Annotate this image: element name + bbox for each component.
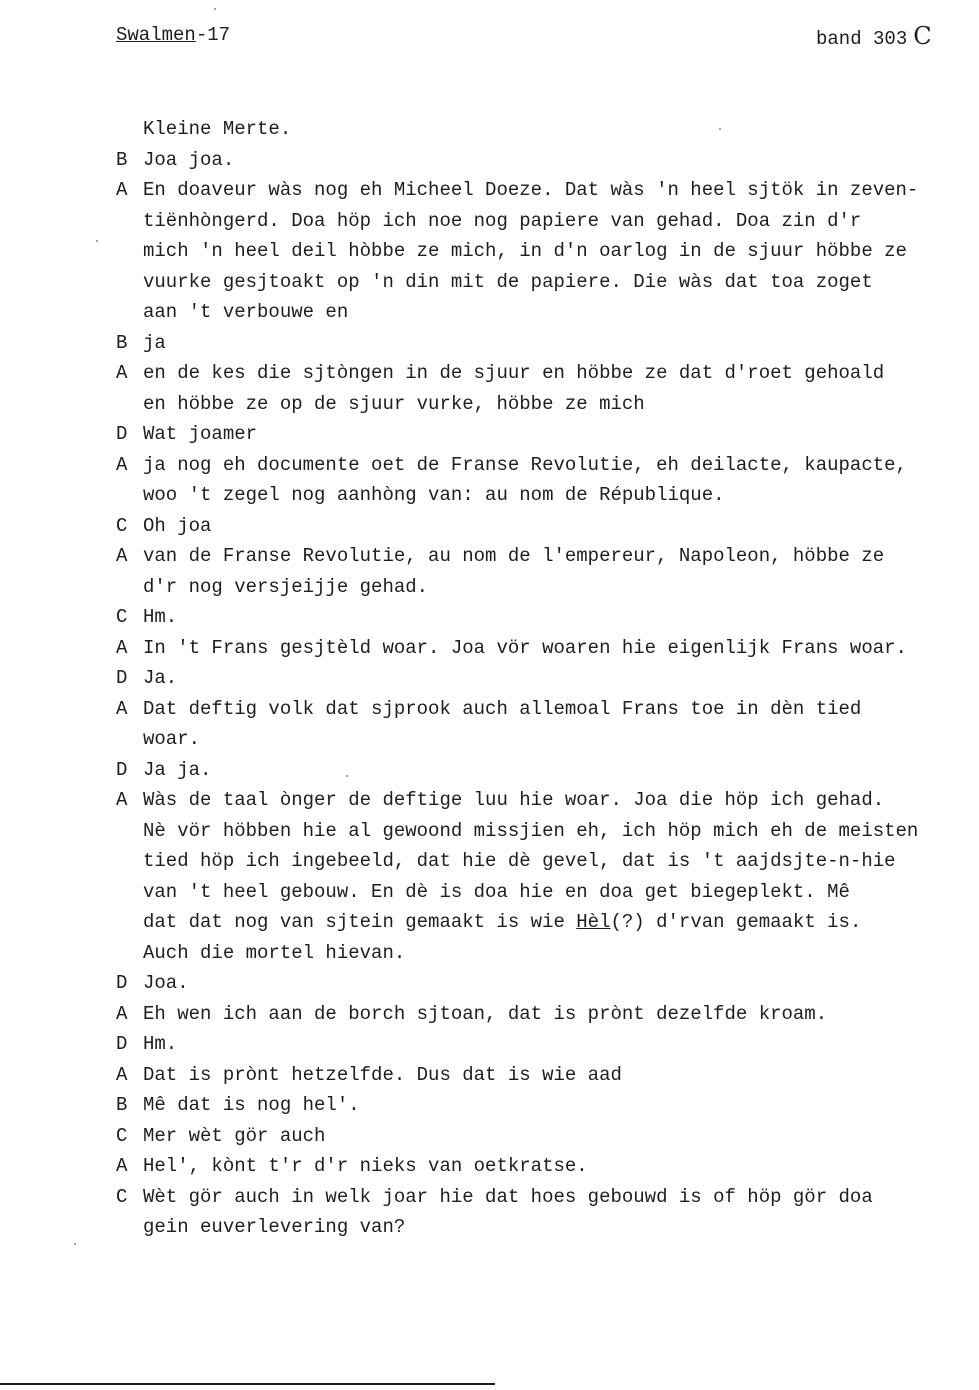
- transcript-line: [116, 968, 976, 999]
- transcript-line: [116, 907, 976, 938]
- transcript-line: [116, 480, 976, 511]
- transcript-line: [116, 1090, 976, 1121]
- transcript-line: [116, 297, 976, 328]
- speaker-label: B: [116, 148, 128, 171]
- utterance-text: Joa.: [143, 972, 189, 994]
- utterance-text: mich 'n heel deil hòbbe ze mich, in d'n oarlog in de sjuur höbbe ze: [143, 240, 907, 262]
- utterance-text: Mê dat is nog hel'.: [143, 1094, 360, 1116]
- transcript-line: [116, 724, 976, 755]
- speaker-label: C: [116, 1124, 128, 1147]
- transcript-line: [116, 663, 976, 694]
- utterance-text: Dat is prònt hetzelfde. Dus dat is wie aad: [143, 1063, 622, 1086]
- speaker-label: A: [116, 697, 128, 720]
- underlined-word: Hèl: [576, 911, 611, 933]
- utterance-text: gein euverlevering van?: [143, 1216, 406, 1238]
- header-band: [816, 22, 932, 50]
- transcript-line: [116, 694, 976, 725]
- transcript-line: [116, 389, 976, 420]
- utterance-text: tiënhòngerd. Doa höp ich noe nog papiere van gehad. Doa zin d'r: [143, 209, 862, 232]
- utterance-text: Ja ja.: [143, 758, 212, 781]
- transcript-line: [116, 114, 976, 145]
- speaker-label: B: [116, 331, 128, 354]
- transcript-line: [116, 1151, 976, 1182]
- transcript-line: [116, 328, 976, 359]
- utterance-text: Nè vör höbben hie al gewoond missjien eh, ich höp mich eh de meisten: [143, 819, 919, 842]
- speaker-label: A: [116, 362, 128, 384]
- utterance-segment: (?) d'rvan gemaakt is.: [610, 911, 862, 933]
- scan-speck: [719, 128, 721, 130]
- utterance-text: aan 't verbouwe en: [143, 301, 349, 323]
- speaker-label: A: [116, 453, 128, 476]
- utterance-text: Kleine Merte.: [143, 118, 292, 140]
- transcript-line: [116, 755, 976, 786]
- transcript-line: [116, 236, 976, 267]
- utterance-text: Auch die mortel hievan.: [143, 941, 406, 964]
- utterance-text: Wàs de taal ònger de deftige luu hie woar. Joa die höp ich gehad.: [143, 789, 885, 811]
- speaker-label: C: [116, 606, 128, 628]
- utterance-text: Hm.: [143, 1033, 178, 1055]
- speaker-label: B: [116, 1094, 128, 1116]
- transcript-line: [116, 145, 976, 176]
- transcript-line: [116, 267, 976, 298]
- speaker-label: D: [116, 972, 128, 994]
- utterance-segment: dat dat nog van sjtein gemaakt is wie: [143, 911, 577, 933]
- utterance-text: woar.: [143, 728, 201, 750]
- speaker-label: A: [116, 636, 128, 659]
- utterance-text: ja nog eh documente oet de Franse Revolutie, eh deilacte, kaupacte,: [143, 453, 907, 476]
- utterance-text: Ja.: [143, 667, 178, 689]
- speaker-label: A: [116, 179, 128, 201]
- footer-rule: [0, 1383, 495, 1385]
- utterance-text: Oh joa: [143, 514, 212, 537]
- transcript-line: [116, 602, 976, 633]
- speaker-label: A: [116, 789, 128, 811]
- speaker-label: C: [116, 514, 128, 537]
- speaker-label: D: [116, 667, 128, 689]
- transcript-line: [116, 1029, 976, 1060]
- utterance-text: van 't heel gebouw. En dè is doa hie en doa get biegeplekt. Mê: [143, 880, 850, 903]
- transcript-line: [116, 938, 976, 969]
- utterance-text: ja: [143, 331, 166, 354]
- transcript-line: [116, 1182, 976, 1213]
- transcript-line: [116, 785, 976, 816]
- header-location: [116, 24, 230, 46]
- speaker-label: A: [116, 545, 128, 567]
- utterance-text: d'r nog versjeijje gehad.: [143, 575, 429, 598]
- transcript-line: [116, 816, 976, 847]
- transcript-line: [116, 633, 976, 664]
- utterance-text: [143, 907, 861, 938]
- utterance-text: tied höp ich ingebeeld, dat hie dè gevel, dat is 't aajdsjte-n-hie: [143, 850, 896, 872]
- utterance-text: en de kes die sjtòngen in de sjuur en höbbe ze dat d'roet gehoald: [143, 362, 885, 384]
- transcript-line: [116, 1212, 976, 1243]
- utterance-text: vuurke gesjtoakt op 'n din mit de papiere. Die wàs dat toa zoget: [143, 270, 873, 293]
- header-place: Swalmen: [116, 24, 196, 46]
- speaker-label: C: [116, 1185, 128, 1208]
- transcript-line: [116, 846, 976, 877]
- scan-speck: [214, 8, 216, 10]
- utterance-text: Wat joamer: [143, 423, 258, 445]
- speaker-label: A: [116, 1063, 128, 1086]
- header-number: -17: [195, 24, 231, 46]
- utterance-text: In 't Frans gesjtèld woar. Joa vör woaren hie eigenlijk Frans woar.: [143, 636, 907, 659]
- speaker-label: D: [116, 1033, 128, 1055]
- scan-speck: [346, 775, 348, 777]
- utterance-text: van de Franse Revolutie, au nom de l'empereur, Napoleon, höbbe ze: [143, 545, 885, 567]
- speaker-label: A: [116, 1155, 128, 1177]
- transcript-line: [116, 999, 976, 1030]
- utterance-text: Hel', kònt t'r d'r nieks van oetkratse.: [143, 1155, 588, 1177]
- utterance-text: Joa joa.: [143, 148, 235, 171]
- transcript-line: [116, 1060, 976, 1091]
- transcript-line: [116, 175, 976, 206]
- transcript-line: [116, 572, 976, 603]
- utterance-text: Hm.: [143, 606, 178, 628]
- utterance-text: Mer wèt gör auch: [143, 1124, 326, 1147]
- transcript-line: [116, 511, 976, 542]
- utterance-text: Dat deftig volk dat sjprook auch allemoal Frans toe in dèn tied: [143, 697, 862, 720]
- transcript-line: [116, 541, 976, 572]
- utterance-text: woo 't zegel nog aanhòng van: au nom de République.: [143, 484, 725, 506]
- utterance-text: Eh wen ich aan de borch sjtoan, dat is prònt dezelfde kroam.: [143, 1002, 828, 1025]
- utterance-text: Wèt gör auch in welk joar hie dat hoes gebouwd is of höp gör doa: [143, 1185, 873, 1208]
- speaker-label: D: [116, 423, 128, 445]
- speaker-label: A: [116, 1002, 128, 1025]
- transcript-line: [116, 206, 976, 237]
- speaker-label: D: [116, 758, 128, 781]
- transcript-line: [116, 1121, 976, 1152]
- utterance-text: En doaveur wàs nog eh Micheel Doeze. Dat wàs 'n heel sjtök in zeven-: [143, 179, 919, 201]
- band-mark: C: [913, 22, 932, 50]
- transcript-line: [116, 877, 976, 908]
- utterance-text: en höbbe ze op de sjuur vurke, höbbe ze mich: [143, 392, 645, 415]
- transcript-line: [116, 358, 976, 389]
- transcript-line: [116, 419, 976, 450]
- transcript-body: [116, 114, 976, 1243]
- scan-speck: [74, 1243, 76, 1245]
- transcript-line: [116, 450, 976, 481]
- band-label: band 303: [816, 28, 908, 50]
- scan-speck: [96, 240, 98, 242]
